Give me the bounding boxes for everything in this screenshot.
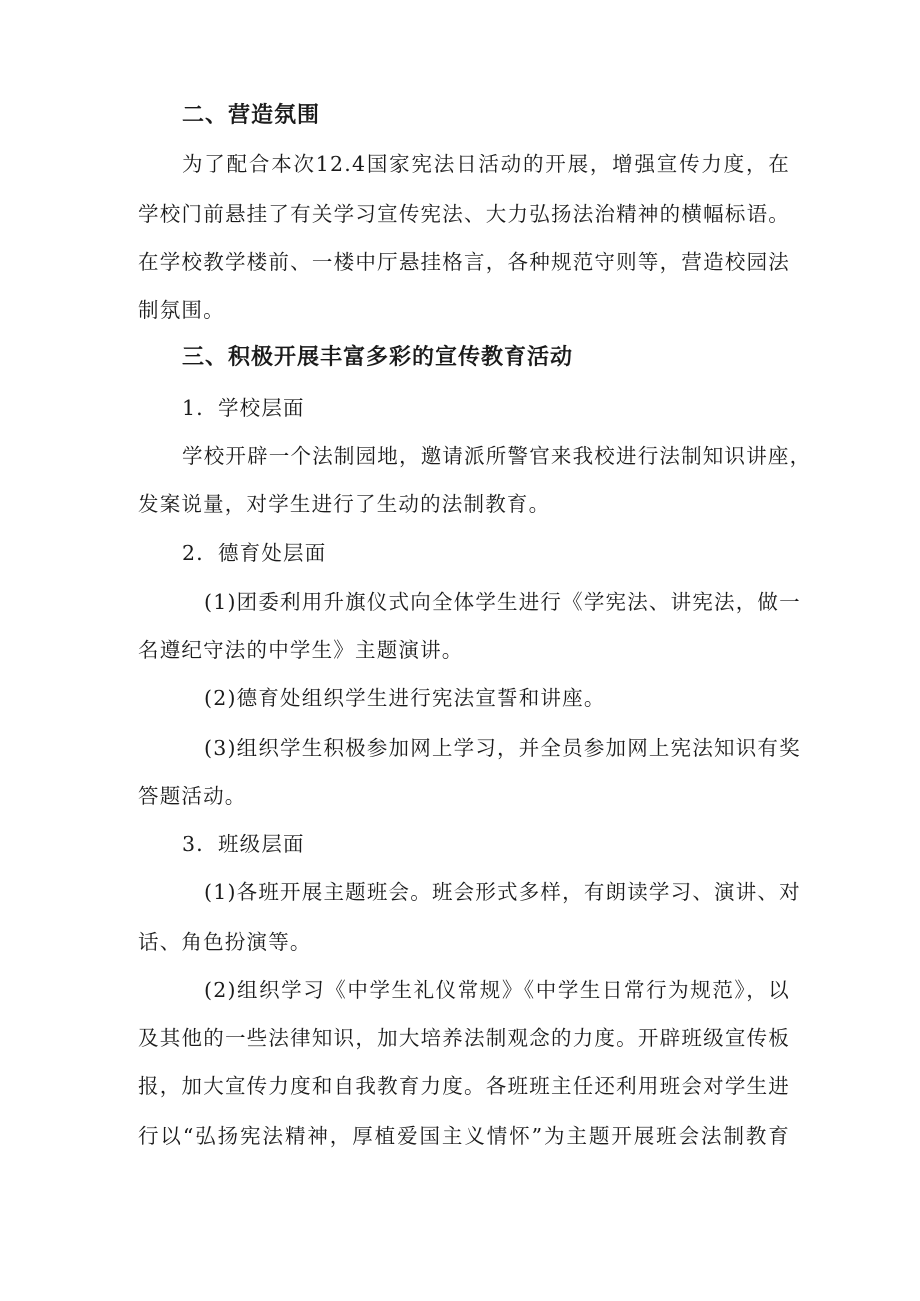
paragraph-line: 发案说量，对学生进行了生动的法制教育。 [138,492,551,516]
paragraph-line: 行以“弘扬宪法精神，厚植爱国主义情怀”为主题开展班会法制教育 [138,1124,790,1148]
paragraph-line: 及其他的一些法律知识，加大培养法制观念的力度。开辟班级宣传板 [138,1026,790,1050]
paragraph-line: 制氛围。 [138,298,225,322]
paragraph-line: 学校开辟一个法制园地，邀请派所警官来我校进行法制知识讲座， [182,444,812,468]
paragraph-line: 为了配合本次12.4国家宪法日活动的开展，增强宣传力度，在 [182,152,790,176]
paragraph-line: 答题活动。 [138,784,247,808]
item-1-title: 1．学校层面 [182,396,305,420]
paragraph-line: (3)组织学生积极参加网上学习，并全员参加网上宪法知识有奖 [204,736,801,760]
paragraph-line: 在学校教学楼前、一楼中厅悬挂格言，各种规范守则等，营造校园法 [138,250,790,274]
paragraph-line: 话、角色扮演等。 [138,930,312,954]
paragraph-line: (2)德育处组织学生进行宪法宣誓和讲座。 [204,686,606,710]
paragraph-line: (1)各班开展主题班会。班会形式多样，有朗读学习、演讲、对 [204,880,801,904]
section-3-heading: 三、积极开展丰富多彩的宣传教育活动 [182,345,574,370]
paragraph-line: (2)组织学习《中学生礼仪常规》《中学生日常行为规范》，以 [204,978,790,1002]
paragraph-line: 名遵纪守法的中学生》主题演讲。 [138,638,464,662]
item-2-title: 2．德育处层面 [182,541,327,565]
item-3-title: 3．班级层面 [182,832,305,856]
section-2-heading: 二、营造氛围 [182,103,321,128]
paragraph-line: (1)团委利用升旗仪式向全体学生进行《学宪法、讲宪法，做一 [204,590,801,614]
paragraph-line: 学校门前悬挂了有关学习宣传宪法、大力弘扬法治精神的横幅标语。 [138,202,790,226]
paragraph-line: 报，加大宣传力度和自我教育力度。各班班主任还利用班会对学生进 [138,1074,790,1098]
